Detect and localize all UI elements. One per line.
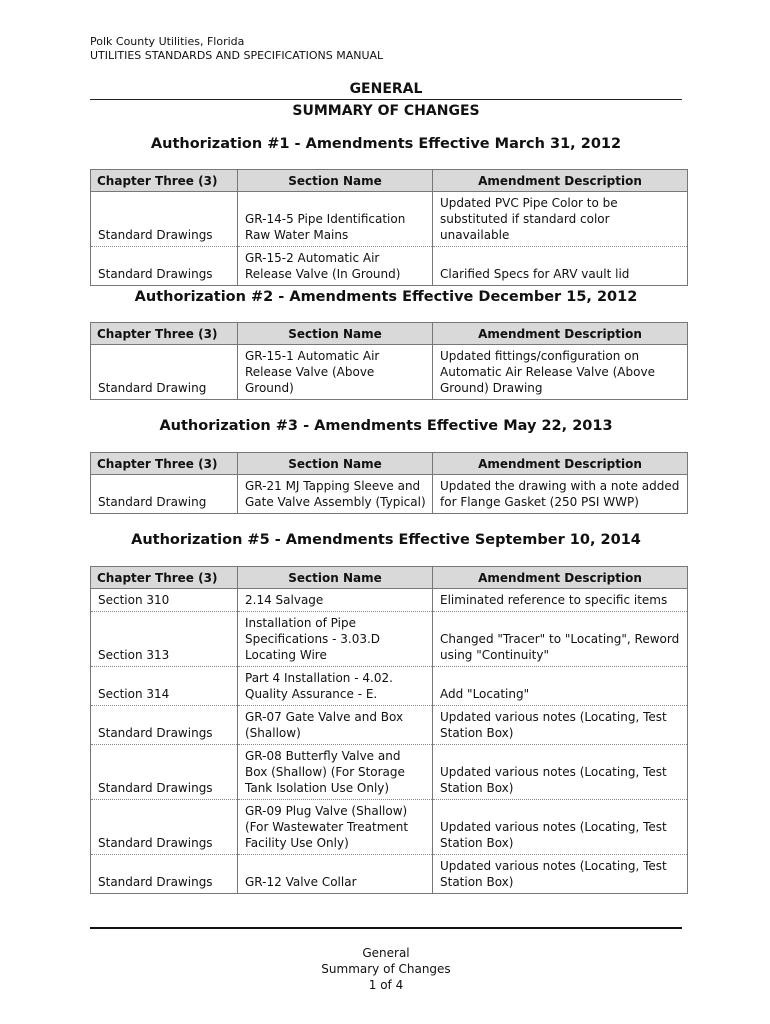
col-header-section: Section Name bbox=[238, 170, 433, 192]
table-row bbox=[91, 706, 688, 745]
table-header-row bbox=[91, 170, 688, 192]
section-cell: GR-21 MJ Tapping Sleeve and Gate Valve Assembly (Typical) bbox=[238, 475, 433, 514]
description-cell: Updated fittings/configuration on Automatic Air Release Valve (Above Ground) Drawing bbox=[433, 345, 688, 400]
authorization-2-table bbox=[90, 322, 688, 400]
table-row bbox=[91, 345, 688, 400]
authorization-1-heading: Authorization #1 - Amendments Effective March 31, 2012 bbox=[150, 136, 622, 152]
authorization-5-table bbox=[90, 566, 688, 894]
description-cell: Updated the drawing with a note added for Flange Gasket (250 PSI WWP) bbox=[433, 475, 688, 514]
col-header-chapter: Chapter Three (3) bbox=[91, 323, 238, 345]
document-title bbox=[90, 80, 682, 121]
section-cell: 2.14 Salvage bbox=[238, 589, 433, 612]
col-header-description: Amendment Description bbox=[433, 453, 688, 475]
title-summary: SUMMARY OF CHANGES bbox=[292, 103, 480, 119]
table-row bbox=[91, 475, 688, 514]
section-cell: GR-14-5 Pipe Identification Raw Water Mains bbox=[238, 192, 433, 247]
chapter-cell: Standard Drawings bbox=[91, 192, 238, 247]
description-cell: Updated various notes (Locating, Test Station Box) bbox=[433, 745, 688, 800]
table-row bbox=[91, 667, 688, 706]
col-header-chapter: Chapter Three (3) bbox=[91, 170, 238, 192]
table-row bbox=[91, 589, 688, 612]
chapter-cell: Section 314 bbox=[91, 667, 238, 706]
table-header-row bbox=[91, 453, 688, 475]
chapter-cell: Section 313 bbox=[91, 612, 238, 667]
description-cell: Clarified Specs for ARV vault lid bbox=[433, 247, 688, 286]
section-cell: GR-12 Valve Collar bbox=[238, 855, 433, 894]
description-cell: Changed "Tracer" to "Locating", Reword using "Continuity" bbox=[433, 612, 688, 667]
description-cell: Updated various notes (Locating, Test Station Box) bbox=[433, 706, 688, 745]
section-cell: GR-15-1 Automatic Air Release Valve (Above Ground) bbox=[238, 345, 433, 400]
section-cell: Installation of Pipe Specifications - 3.03.D Locating Wire bbox=[238, 612, 433, 667]
table-row bbox=[91, 855, 688, 894]
authorization-1-table bbox=[90, 169, 688, 286]
chapter-cell: Standard Drawings bbox=[91, 855, 238, 894]
description-cell: Updated various notes (Locating, Test Station Box) bbox=[433, 800, 688, 855]
title-general: GENERAL bbox=[349, 81, 423, 97]
table-header-row bbox=[91, 567, 688, 589]
header-org: Polk County Utilities, Florida bbox=[90, 35, 245, 48]
col-header-description: Amendment Description bbox=[433, 170, 688, 192]
description-cell: Updated PVC Pipe Color to be substituted if standard color unavailable bbox=[433, 192, 688, 247]
table-header-row bbox=[91, 323, 688, 345]
col-header-chapter: Chapter Three (3) bbox=[91, 453, 238, 475]
chapter-cell: Standard Drawings bbox=[91, 247, 238, 286]
authorization-5-heading: Authorization #5 - Amendments Effective September 10, 2014 bbox=[131, 532, 641, 548]
section-cell: GR-15-2 Automatic Air Release Valve (In Ground) bbox=[238, 247, 433, 286]
page-header bbox=[90, 35, 383, 63]
col-header-description: Amendment Description bbox=[433, 567, 688, 589]
header-manual-title: UTILITIES STANDARDS AND SPECIFICATIONS MANUAL bbox=[90, 49, 384, 62]
section-cell: GR-07 Gate Valve and Box (Shallow) bbox=[238, 706, 433, 745]
section-cell: GR-09 Plug Valve (Shallow) (For Wastewater Treatment Facility Use Only) bbox=[238, 800, 433, 855]
section-cell: GR-08 Butterfly Valve and Box (Shallow) (For Storage Tank Isolation Use Only) bbox=[238, 745, 433, 800]
chapter-cell: Standard Drawings bbox=[91, 706, 238, 745]
description-cell: Eliminated reference to specific items bbox=[433, 589, 688, 612]
description-cell: Add "Locating" bbox=[433, 667, 688, 706]
table-row bbox=[91, 612, 688, 667]
chapter-cell: Standard Drawings bbox=[91, 745, 238, 800]
section-cell: Part 4 Installation - 4.02. Quality Assurance - E. bbox=[238, 667, 433, 706]
footer-title: Summary of Changes bbox=[321, 962, 451, 976]
authorization-3-table bbox=[90, 452, 688, 514]
col-header-description: Amendment Description bbox=[433, 323, 688, 345]
page-footer bbox=[90, 945, 682, 993]
authorization-2-heading: Authorization #2 - Amendments Effective December 15, 2012 bbox=[134, 289, 638, 305]
table-row bbox=[91, 247, 688, 286]
table-row bbox=[91, 192, 688, 247]
chapter-cell: Standard Drawings bbox=[91, 800, 238, 855]
table-row bbox=[91, 800, 688, 855]
chapter-cell: Section 310 bbox=[91, 589, 238, 612]
col-header-section: Section Name bbox=[238, 453, 433, 475]
col-header-section: Section Name bbox=[238, 323, 433, 345]
chapter-cell: Standard Drawing bbox=[91, 475, 238, 514]
footer-divider bbox=[90, 927, 682, 929]
footer-section: General bbox=[362, 946, 410, 960]
page-number: 1 of 4 bbox=[368, 978, 404, 992]
chapter-cell: Standard Drawing bbox=[91, 345, 238, 400]
authorization-3-heading: Authorization #3 - Amendments Effective May 22, 2013 bbox=[159, 418, 613, 434]
title-divider bbox=[90, 99, 682, 100]
col-header-chapter: Chapter Three (3) bbox=[91, 567, 238, 589]
col-header-section: Section Name bbox=[238, 567, 433, 589]
description-cell: Updated various notes (Locating, Test Station Box) bbox=[433, 855, 688, 894]
table-row bbox=[91, 745, 688, 800]
